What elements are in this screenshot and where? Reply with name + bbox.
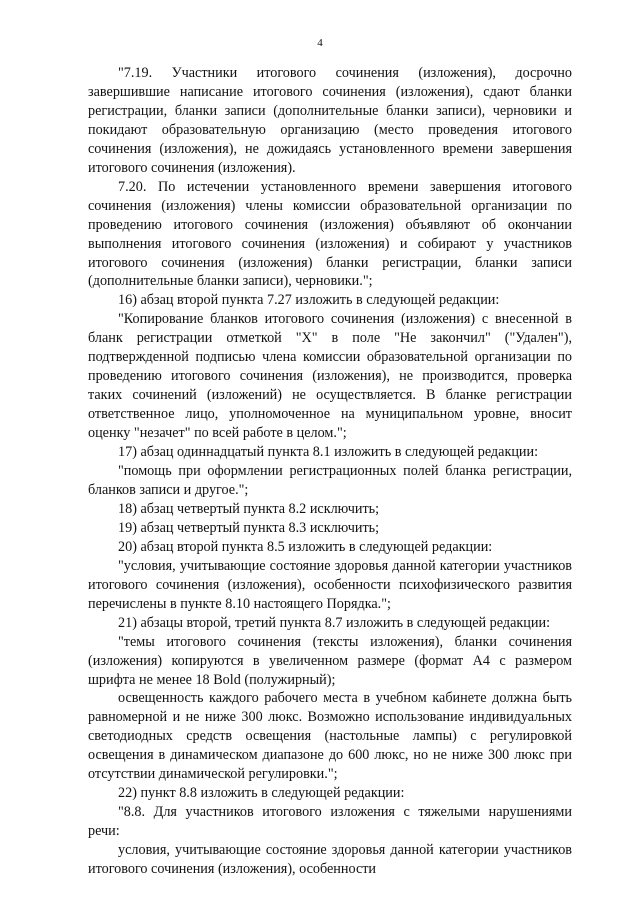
paragraph-conditions: "условия, учитывающие состояние здоровья данной категории участников итогового сочинения (изложения), особенности психофизического развития перечислены в пункте 8.10 настоящего Порядка.";	[88, 557, 572, 612]
paragraph-7-20: 7.20. По истечении установленного времени завершения итогового сочинения (изложения) члены комиссии образовательной организации по проведению итогового сочинения (изложения) объявляют об окончании выполнения итогового сочинения (изложения) и собирают у участников итогового сочинения (изложения) бланки регистрации, бланки записи (дополнительные бланки записи), черновики.";	[88, 178, 572, 290]
amendment-16: 16) абзац второй пункта 7.27 изложить в следующей редакции:	[118, 292, 500, 309]
paragraph-8-8: "8.8. Для участников итогового изложения с тяжелыми нарушениями речи:	[88, 804, 572, 840]
paragraph-conditions-speech: условия, учитывающие состояние здоровья данной категории участников итогового сочинения (изложения), особенности	[88, 842, 572, 878]
amendment-19: 19) абзац четвертый пункта 8.3 исключить;	[118, 519, 380, 536]
paragraph-7-19: "7.19. Участники итогового сочинения (изложения), досрочно завершившие написание итогового сочинения (изложения), сдают бланки регистрации, бланки записи (дополнительные бланки записи), черновики и покидают образовательную организацию (место проведения итогового сочинения (изложения), не дожидаясь установленного времени завершения итогового сочинения (изложения).	[88, 65, 572, 176]
amendment-22: 22) пункт 8.8 изложить в следующей редакции:	[118, 785, 405, 802]
document-body	[88, 64, 572, 879]
paragraph-lighting: освещенность каждого рабочего места в учебном кабинете должна быть равномерной и не ниже 300 люкс. Возможно использование индивидуальных светодиодных средств освещения (настольные лампы) с регулировкой освещения в динамическом диапазоне до 600 люкс, но не ниже 300 люкс при отсутствии динамической регулировки.";	[88, 690, 572, 783]
paragraph-topics: "темы итогового сочинения (тексты изложения), бланки сочинения (изложения) копируются в увеличенном размере (формат А4 с размером шрифта не менее 18 Bold (полужирный);	[88, 633, 572, 688]
amendment-20: 20) абзац второй пункта 8.5 изложить в следующей редакции:	[118, 538, 493, 555]
page-number: 4	[317, 37, 323, 49]
amendment-21: 21) абзацы второй, третий пункта 8.7 изложить в следующей редакции:	[118, 614, 551, 631]
amendment-18: 18) абзац четвертый пункта 8.2 исключить;	[118, 500, 380, 517]
paragraph-copying: "Копирование бланков итогового сочинения (изложения) с внесенной в бланк регистрации отметкой "X" в поле "Не закончил" ("Удален"), подтвержденной подписью члена комиссии образовательной организации по проведению итогового сочинения (изложения), не производится, проверка таких сочинений (изложений) не осуществляется. В бланке регистрации ответственное лицо, уполномоченное на муниципальном уровне, вносит оценку "незачет" по всей работе в целом.";	[88, 311, 572, 442]
amendment-17: 17) абзац одиннадцатый пункта 8.1 изложить в следующей редакции:	[118, 444, 539, 461]
paragraph-help: "помощь при оформлении регистрационных полей бланка регистрации, бланков записи и другое.";	[88, 463, 572, 498]
